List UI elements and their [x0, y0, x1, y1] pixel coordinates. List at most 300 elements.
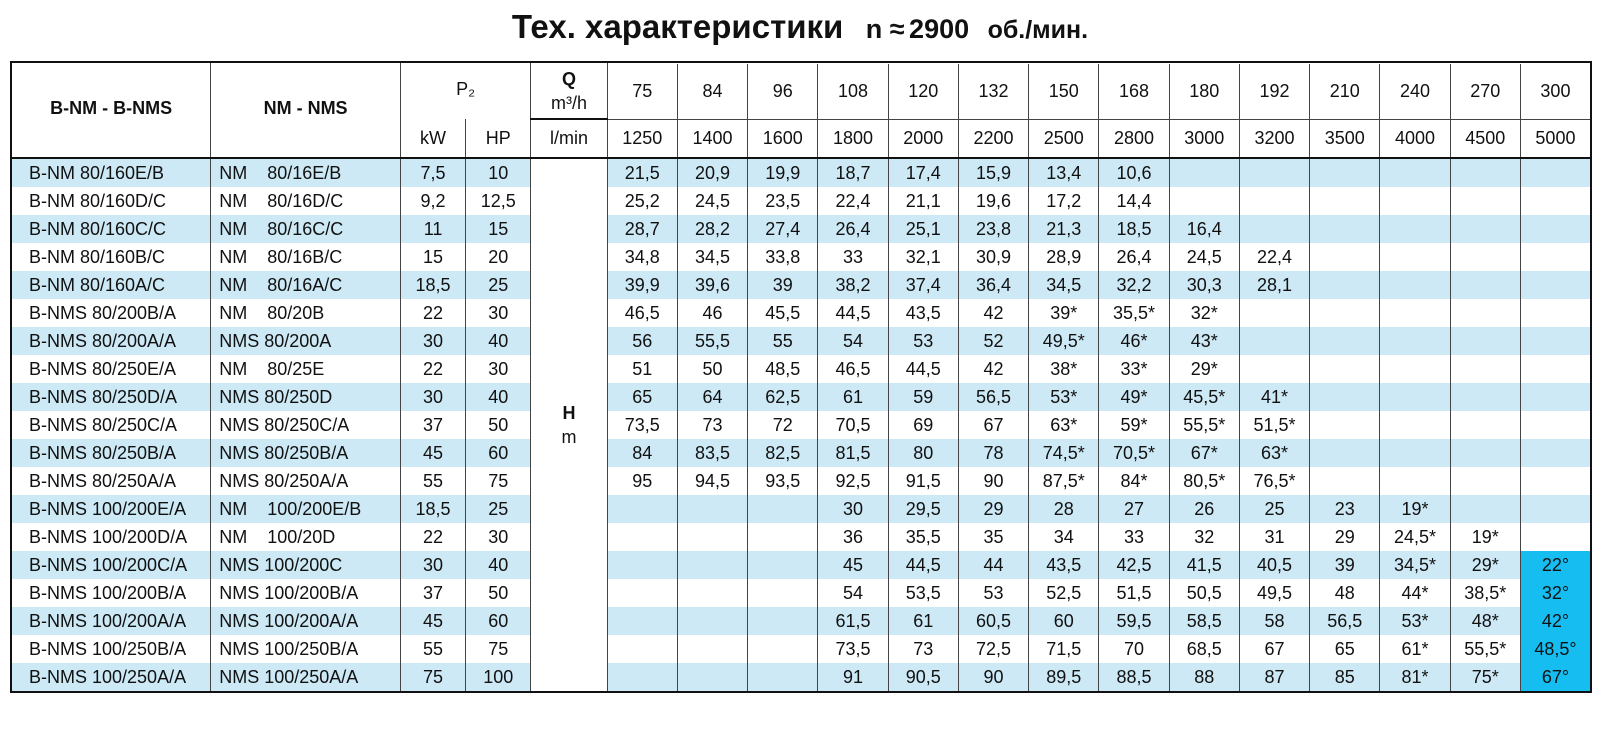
head-value-cell: 45,5* — [1169, 383, 1239, 411]
head-value-cell — [677, 523, 747, 551]
head-value-cell: 22,4 — [818, 187, 888, 215]
head-value-cell — [1310, 467, 1380, 495]
model-nm: NMS 100/200A/A — [211, 607, 401, 635]
flow-m3h-cell: 132 — [958, 64, 1028, 119]
model-bnm: B-NMS 100/200C/A — [11, 551, 211, 579]
model-bnm: B-NMS 100/200B/A — [11, 579, 211, 607]
head-value-cell: 38,2 — [818, 271, 888, 299]
head-value-cell: 10,6 — [1099, 158, 1169, 187]
table-row — [11, 523, 1591, 551]
power-hp: 30 — [466, 355, 531, 383]
table-row — [11, 215, 1591, 243]
head-value-cell: 49,5 — [1239, 579, 1309, 607]
power-kw: 55 — [400, 467, 465, 495]
head-value-cell — [1520, 243, 1591, 271]
power-kw: 18,5 — [400, 495, 465, 523]
flow-lmin-cell: 4000 — [1380, 119, 1450, 158]
head-value-cell: 70,5* — [1099, 439, 1169, 467]
header-q-unit-m3h: m³/h — [551, 93, 588, 113]
head-value-cell: 28,9 — [1029, 243, 1099, 271]
head-value-cell: 73 — [677, 411, 747, 439]
header-bnm: B-NM - B-NMS — [11, 62, 211, 158]
head-value-cell: 39 — [1310, 551, 1380, 579]
head-value-cell — [1380, 299, 1450, 327]
model-bnm: B-NM 80/160C/C — [11, 215, 211, 243]
head-value-cell: 39* — [1029, 299, 1099, 327]
head-value-cell — [1450, 327, 1520, 355]
head-value-cell: 53* — [1380, 607, 1450, 635]
model-bnm: B-NMS 80/250E/A — [11, 355, 211, 383]
head-value-cell: 83,5 — [677, 439, 747, 467]
head-value-cell — [1380, 439, 1450, 467]
head-value-cell: 24,5 — [677, 187, 747, 215]
head-value-cell: 49* — [1099, 383, 1169, 411]
model-nm: NMS 100/200C — [211, 551, 401, 579]
head-value-cell: 75* — [1450, 663, 1520, 692]
head-value-cell: 25,1 — [888, 215, 958, 243]
model-bnm: B-NMS 80/250A/A — [11, 467, 211, 495]
power-kw: 45 — [400, 607, 465, 635]
spec-table — [10, 61, 1592, 693]
power-hp: 75 — [466, 467, 531, 495]
head-value-cell — [1169, 187, 1239, 215]
head-value-cell: 21,1 — [888, 187, 958, 215]
table-row — [11, 355, 1591, 383]
head-value-cell: 63* — [1029, 411, 1099, 439]
flow-m3h-cell: 75 — [607, 64, 677, 119]
table-row — [11, 243, 1591, 271]
head-value-cell: 33 — [818, 243, 888, 271]
head-value-cell — [748, 607, 818, 635]
head-value-cell — [1310, 355, 1380, 383]
head-value-cell — [1520, 355, 1591, 383]
head-value-cell: 29 — [1310, 523, 1380, 551]
head-value-cell — [1310, 299, 1380, 327]
head-value-cell: 32,2 — [1099, 271, 1169, 299]
head-value-cell — [677, 495, 747, 523]
flow-m3h-cell: 300 — [1520, 64, 1591, 119]
model-bnm: B-NM 80/160E/B — [11, 158, 211, 187]
head-value-cell: 27,4 — [748, 215, 818, 243]
head-value-cell: 54 — [818, 327, 888, 355]
head-value-cell: 45 — [818, 551, 888, 579]
head-value-cell: 29 — [958, 495, 1028, 523]
head-value-cell: 22,4 — [1239, 243, 1309, 271]
flow-lmin-cell: 4500 — [1450, 119, 1520, 158]
head-value-cell: 43* — [1169, 327, 1239, 355]
model-nm: NMS 80/200A — [211, 327, 401, 355]
head-value-cell: 55,5* — [1169, 411, 1239, 439]
head-value-cell — [1450, 299, 1520, 327]
head-value-cell: 13,4 — [1029, 158, 1099, 187]
head-value-cell: 81* — [1380, 663, 1450, 692]
head-value-cell: 37,4 — [888, 271, 958, 299]
head-value-cell — [1520, 495, 1591, 523]
model-nm: NMS 100/250A/A — [211, 663, 401, 692]
flow-m3h-cell: 270 — [1450, 64, 1520, 119]
table-row — [11, 495, 1591, 523]
head-value-cell — [1310, 439, 1380, 467]
power-hp: 40 — [466, 327, 531, 355]
head-value-cell: 53 — [888, 327, 958, 355]
table-row — [11, 635, 1591, 663]
head-value-cell: 39,6 — [677, 271, 747, 299]
power-hp: 60 — [466, 439, 531, 467]
head-value-cell: 44 — [958, 551, 1028, 579]
head-value-cell: 40,5 — [1239, 551, 1309, 579]
head-value-cell: 48,5° — [1520, 635, 1591, 663]
power-hp: 10 — [466, 158, 531, 187]
head-value-cell — [1450, 243, 1520, 271]
head-value-cell: 29,5 — [888, 495, 958, 523]
head-value-cell — [1450, 355, 1520, 383]
head-value-cell: 45,5 — [748, 299, 818, 327]
head-value-cell: 30 — [818, 495, 888, 523]
model-nm: NM 80/16D/C — [211, 187, 401, 215]
head-value-cell — [1450, 439, 1520, 467]
head-value-cell — [1310, 327, 1380, 355]
power-hp: 20 — [466, 243, 531, 271]
head-value-cell: 34,8 — [607, 243, 677, 271]
head-value-cell — [1380, 355, 1450, 383]
head-value-cell — [1450, 215, 1520, 243]
head-value-cell — [748, 495, 818, 523]
head-value-cell — [1239, 327, 1309, 355]
head-value-cell: 32* — [1169, 299, 1239, 327]
head-value-cell: 51,5 — [1099, 579, 1169, 607]
flow-lmin-cell: 1800 — [818, 119, 888, 158]
head-value-cell: 70,5 — [818, 411, 888, 439]
head-value-cell — [1450, 411, 1520, 439]
head-value-cell — [1239, 187, 1309, 215]
head-value-cell: 59* — [1099, 411, 1169, 439]
head-value-cell: 20,9 — [677, 158, 747, 187]
table-row — [11, 299, 1591, 327]
model-bnm: B-NMS 80/250C/A — [11, 411, 211, 439]
head-value-cell: 27 — [1099, 495, 1169, 523]
flow-m3h-cell: 150 — [1029, 64, 1099, 119]
flow-lmin-cell: 2800 — [1099, 119, 1169, 158]
head-value-cell: 16,4 — [1169, 215, 1239, 243]
power-kw: 75 — [400, 663, 465, 692]
head-value-cell — [1520, 439, 1591, 467]
head-value-cell: 60,5 — [958, 607, 1028, 635]
head-value-cell — [607, 663, 677, 692]
page-title — [0, 8, 1600, 46]
power-hp: 100 — [466, 663, 531, 692]
head-value-cell: 69 — [888, 411, 958, 439]
head-value-cell: 51,5* — [1239, 411, 1309, 439]
flow-lmin-cell: 3200 — [1239, 119, 1309, 158]
head-value-cell: 50,5 — [1169, 579, 1239, 607]
table-row — [11, 467, 1591, 495]
head-value-cell: 65 — [1310, 635, 1380, 663]
head-value-cell: 72 — [748, 411, 818, 439]
head-value-cell: 28 — [1029, 495, 1099, 523]
head-value-cell: 46,5 — [607, 299, 677, 327]
flow-lmin-cell: 2000 — [888, 119, 958, 158]
head-value-cell: 48* — [1450, 607, 1520, 635]
flow-m3h-cell: 180 — [1169, 64, 1239, 119]
head-value-cell: 73 — [888, 635, 958, 663]
head-value-cell: 61* — [1380, 635, 1450, 663]
head-value-cell: 19,9 — [748, 158, 818, 187]
head-value-cell: 73,5 — [607, 411, 677, 439]
head-value-cell: 21,3 — [1029, 215, 1099, 243]
power-kw: 30 — [400, 327, 465, 355]
head-value-cell: 54 — [818, 579, 888, 607]
head-value-cell: 34,5 — [1029, 271, 1099, 299]
head-value-cell: 34,5* — [1380, 551, 1450, 579]
power-kw: 18,5 — [400, 271, 465, 299]
head-value-cell: 28,2 — [677, 215, 747, 243]
head-value-cell: 38* — [1029, 355, 1099, 383]
head-value-cell: 41* — [1239, 383, 1309, 411]
header-kw: kW — [400, 119, 465, 158]
model-bnm: B-NM 80/160D/C — [11, 187, 211, 215]
model-bnm: B-NM 80/160B/C — [11, 243, 211, 271]
title-n-label: n ≈ — [865, 14, 905, 44]
head-value-cell: 91 — [818, 663, 888, 692]
head-value-cell: 50 — [677, 355, 747, 383]
head-value-cell — [607, 523, 677, 551]
head-value-cell: 72,5 — [958, 635, 1028, 663]
head-value-cell: 41,5 — [1169, 551, 1239, 579]
table-row — [11, 551, 1591, 579]
head-value-cell: 44,5 — [888, 355, 958, 383]
head-value-cell: 53,5 — [888, 579, 958, 607]
power-kw: 22 — [400, 523, 465, 551]
power-kw: 9,2 — [400, 187, 465, 215]
head-value-cell: 43,5 — [1029, 551, 1099, 579]
title-main: Тех. характеристики — [511, 8, 844, 45]
model-nm: NM 80/16C/C — [211, 215, 401, 243]
head-value-cell: 67* — [1169, 439, 1239, 467]
flow-lmin-cell: 2200 — [958, 119, 1028, 158]
head-value-cell — [1520, 523, 1591, 551]
head-value-cell: 29* — [1450, 551, 1520, 579]
flow-m3h-cell: 210 — [1310, 64, 1380, 119]
head-value-cell — [677, 551, 747, 579]
head-value-cell — [1310, 187, 1380, 215]
head-value-cell: 53 — [958, 579, 1028, 607]
head-value-cell — [607, 607, 677, 635]
head-value-cell — [1380, 383, 1450, 411]
head-value-cell — [748, 663, 818, 692]
head-value-cell: 76,5* — [1239, 467, 1309, 495]
head-value-cell — [1380, 215, 1450, 243]
model-nm: NM 80/16A/C — [211, 271, 401, 299]
head-value-cell: 58 — [1239, 607, 1309, 635]
power-kw: 30 — [400, 383, 465, 411]
power-hp: 25 — [466, 495, 531, 523]
head-value-cell — [1520, 327, 1591, 355]
head-value-cell — [677, 635, 747, 663]
head-value-cell: 55 — [748, 327, 818, 355]
flow-m3h-cell: 168 — [1099, 64, 1169, 119]
flow-m3h-cell: 120 — [888, 64, 958, 119]
head-value-cell: 44,5 — [888, 551, 958, 579]
head-value-cell: 25,2 — [607, 187, 677, 215]
head-value-cell: 24,5 — [1169, 243, 1239, 271]
head-value-cell: 39,9 — [607, 271, 677, 299]
head-value-cell — [677, 579, 747, 607]
head-value-cell: 87 — [1239, 663, 1309, 692]
spec-table-body — [11, 158, 1591, 692]
head-value-cell: 64 — [677, 383, 747, 411]
head-value-cell: 87,5* — [1029, 467, 1099, 495]
flow-lmin-cell: 2500 — [1029, 119, 1099, 158]
flow-m3h-cell: 84 — [677, 64, 747, 119]
model-nm: NM 100/20D — [211, 523, 401, 551]
flow-m3h-cell: 96 — [748, 64, 818, 119]
head-value-cell: 36,4 — [958, 271, 1028, 299]
head-value-cell: 90 — [958, 467, 1028, 495]
head-value-cell: 25 — [1239, 495, 1309, 523]
head-value-cell: 19* — [1380, 495, 1450, 523]
head-value-cell: 67 — [958, 411, 1028, 439]
head-value-cell: 33* — [1099, 355, 1169, 383]
table-row — [11, 187, 1591, 215]
head-value-cell: 32° — [1520, 579, 1591, 607]
head-value-cell: 18,7 — [818, 158, 888, 187]
header-lmin: l/min — [531, 119, 607, 158]
head-value-cell: 22° — [1520, 551, 1591, 579]
head-value-cell: 94,5 — [677, 467, 747, 495]
head-value-cell: 23 — [1310, 495, 1380, 523]
flow-lmin-cell: 5000 — [1520, 119, 1591, 158]
head-value-cell: 56,5 — [1310, 607, 1380, 635]
head-value-cell — [1450, 383, 1520, 411]
head-value-cell — [1520, 158, 1591, 187]
head-value-cell: 19,6 — [958, 187, 1028, 215]
head-value-cell: 32 — [1169, 523, 1239, 551]
head-value-cell — [748, 551, 818, 579]
table-row — [11, 663, 1591, 692]
model-bnm: B-NMS 80/250B/A — [11, 439, 211, 467]
head-value-cell: 68,5 — [1169, 635, 1239, 663]
model-bnm: B-NMS 100/200E/A — [11, 495, 211, 523]
flow-m3h-cell: 108 — [818, 64, 888, 119]
head-value-cell — [677, 607, 747, 635]
head-value-cell: 81,5 — [818, 439, 888, 467]
head-value-cell: 26,4 — [818, 215, 888, 243]
head-value-cell: 48 — [1310, 579, 1380, 607]
head-value-cell: 17,4 — [888, 158, 958, 187]
table-row — [11, 383, 1591, 411]
head-value-cell: 59,5 — [1099, 607, 1169, 635]
head-value-cell: 88,5 — [1099, 663, 1169, 692]
model-nm: NMS 100/200B/A — [211, 579, 401, 607]
head-value-cell: 91,5 — [888, 467, 958, 495]
head-value-cell — [1310, 215, 1380, 243]
title-rpm: 2900 — [909, 14, 970, 44]
head-value-cell — [1520, 467, 1591, 495]
head-value-cell: 36 — [818, 523, 888, 551]
head-value-cell: 23,8 — [958, 215, 1028, 243]
head-value-cell: 26 — [1169, 495, 1239, 523]
head-value-cell: 46,5 — [818, 355, 888, 383]
head-value-cell: 55,5 — [677, 327, 747, 355]
head-value-cell: 90,5 — [888, 663, 958, 692]
head-value-cell — [677, 663, 747, 692]
head-value-cell: 84 — [607, 439, 677, 467]
head-value-cell: 55,5* — [1450, 635, 1520, 663]
head-value-cell — [748, 579, 818, 607]
power-hp: 40 — [466, 551, 531, 579]
head-value-cell — [1380, 411, 1450, 439]
head-value-cell: 82,5 — [748, 439, 818, 467]
table-row — [11, 327, 1591, 355]
head-value-cell — [607, 635, 677, 663]
head-value-cell: 74,5* — [1029, 439, 1099, 467]
head-value-cell: 93,5 — [748, 467, 818, 495]
head-value-cell: 46* — [1099, 327, 1169, 355]
head-value-cell: 71,5 — [1029, 635, 1099, 663]
head-value-cell: 39 — [748, 271, 818, 299]
head-value-cell — [748, 523, 818, 551]
head-value-cell — [1380, 158, 1450, 187]
head-value-cell: 80 — [888, 439, 958, 467]
power-hp: 50 — [466, 579, 531, 607]
head-value-cell: 18,5 — [1099, 215, 1169, 243]
head-value-cell: 23,5 — [748, 187, 818, 215]
header-p2: P₂ — [400, 62, 530, 119]
head-value-cell: 28,7 — [607, 215, 677, 243]
model-bnm: B-NMS 80/200B/A — [11, 299, 211, 327]
flow-m3h-cell: 240 — [1380, 64, 1450, 119]
head-value-cell: 30,3 — [1169, 271, 1239, 299]
model-nm: NM 80/20B — [211, 299, 401, 327]
head-value-cell: 32,1 — [888, 243, 958, 271]
model-nm: NMS 100/250B/A — [211, 635, 401, 663]
head-value-cell: 59 — [888, 383, 958, 411]
head-value-cell — [1380, 187, 1450, 215]
head-value-cell — [1380, 271, 1450, 299]
head-value-cell: 56 — [607, 327, 677, 355]
head-value-cell: 61,5 — [818, 607, 888, 635]
power-kw: 45 — [400, 439, 465, 467]
head-value-cell — [1310, 271, 1380, 299]
head-value-cell — [1450, 271, 1520, 299]
head-value-cell — [1520, 215, 1591, 243]
power-hp: 12,5 — [466, 187, 531, 215]
head-value-cell: 35 — [958, 523, 1028, 551]
head-value-cell — [1520, 411, 1591, 439]
power-kw: 11 — [400, 215, 465, 243]
power-hp: 75 — [466, 635, 531, 663]
head-value-cell — [607, 495, 677, 523]
head-value-cell: 42,5 — [1099, 551, 1169, 579]
header-nm: NM - NMS — [211, 62, 401, 158]
head-value-cell — [1520, 271, 1591, 299]
power-kw: 30 — [400, 551, 465, 579]
flow-m3h-cell: 192 — [1239, 64, 1309, 119]
power-hp: 60 — [466, 607, 531, 635]
head-value-cell: 53* — [1029, 383, 1099, 411]
head-value-cell: 28,1 — [1239, 271, 1309, 299]
power-hp: 40 — [466, 383, 531, 411]
head-value-cell: 17,2 — [1029, 187, 1099, 215]
model-bnm: B-NMS 100/200D/A — [11, 523, 211, 551]
head-value-cell: 14,4 — [1099, 187, 1169, 215]
head-value-cell — [1450, 158, 1520, 187]
head-value-cell — [1310, 243, 1380, 271]
head-value-cell — [1239, 158, 1309, 187]
header-q-label: Q — [562, 69, 577, 89]
model-nm: NM 80/16B/C — [211, 243, 401, 271]
head-value-cell — [1380, 467, 1450, 495]
